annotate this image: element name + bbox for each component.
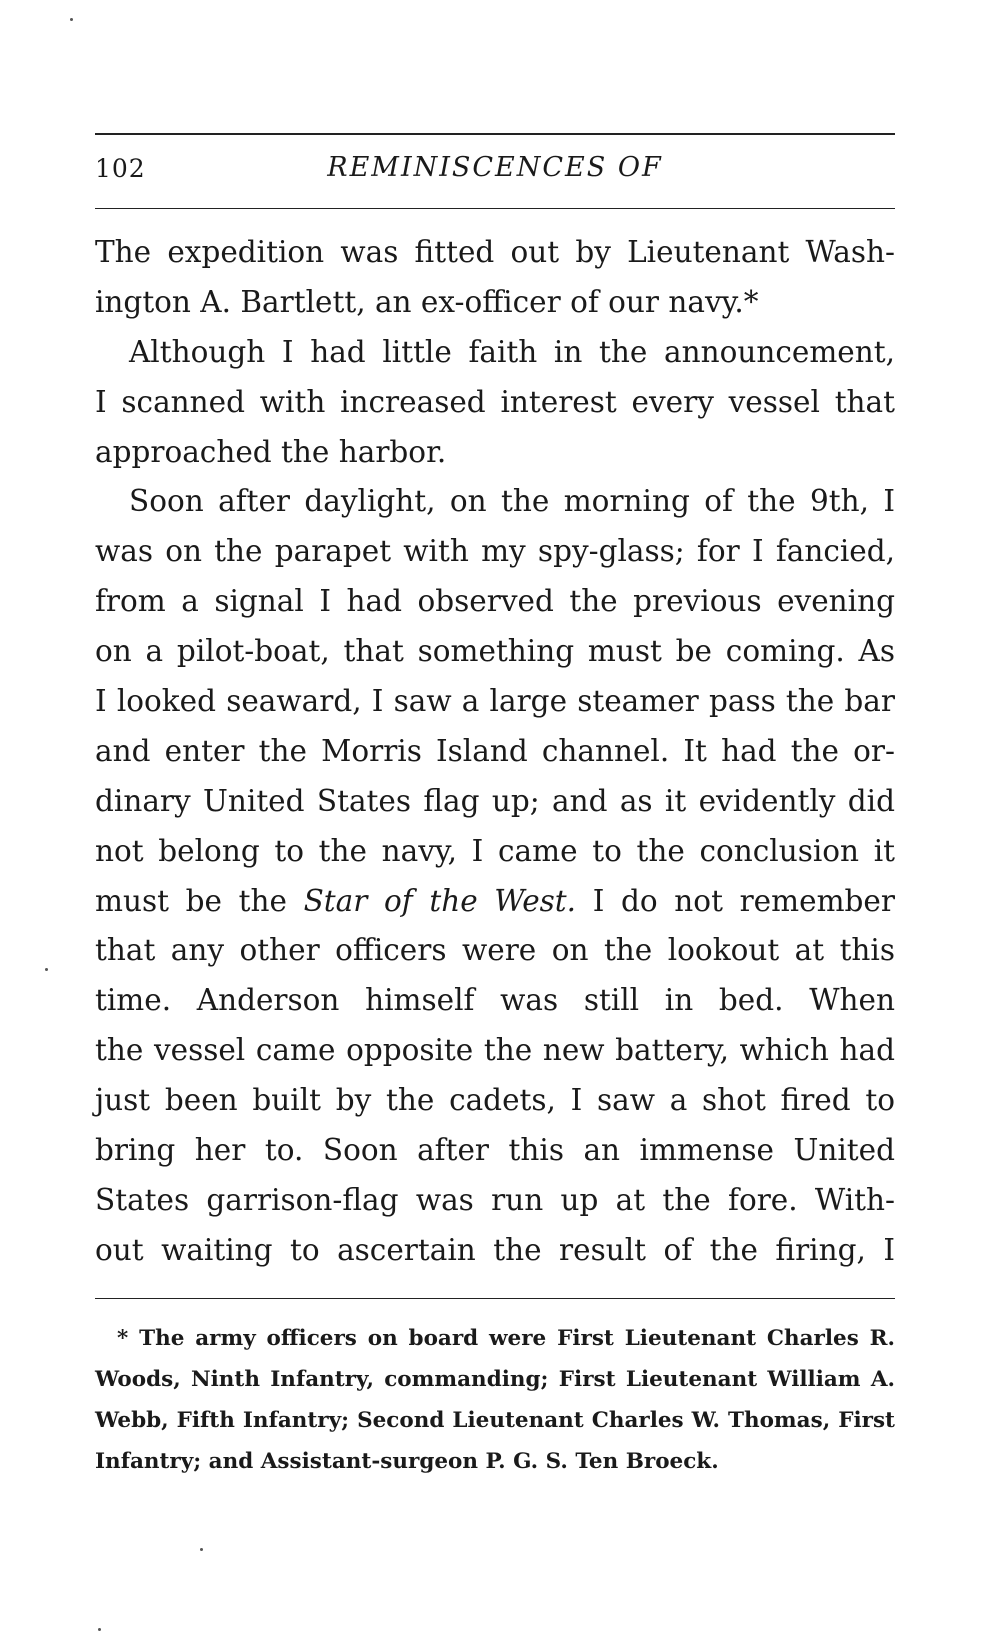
text-line: the vessel came opposite the new battery, which had — [95, 1033, 895, 1068]
paper-speck — [200, 1548, 203, 1551]
footnote-rule — [95, 1298, 895, 1299]
text-line: Soon after daylight, on the morning of the 9th, I — [129, 484, 895, 519]
text-line: The expedition was fitted out by Lieutenant Wash- — [95, 235, 895, 269]
paper-speck — [98, 1628, 101, 1631]
text-line: I looked seaward, I saw a large steamer pass the bar — [95, 684, 895, 719]
page-header — [95, 150, 895, 190]
text-segment: must be the — [95, 883, 304, 918]
text-segment: I do not remember — [576, 883, 895, 918]
text-line — [95, 877, 895, 927]
footnote — [95, 1318, 895, 1482]
text-line: dinary United States flag up; and as it evidently did — [95, 783, 895, 818]
text-line: I scanned with increased interest every vessel that — [95, 384, 895, 419]
footnote-line: Woods, Ninth Infantry, commanding; First Lieutenant William A. — [95, 1367, 895, 1392]
text-line: just been built by the cadets, I saw a shot fired to — [95, 1083, 895, 1118]
paper-speck — [70, 18, 73, 21]
page-number: 102 — [95, 154, 146, 183]
ship-name: Star of the West. — [303, 883, 577, 918]
footnote-line: * The army officers on board were First Lieutenant Charles R. — [117, 1326, 895, 1351]
header-bottom-rule — [95, 208, 895, 209]
header-top-rule — [95, 133, 895, 135]
text-line: was on the parapet with my spy-glass; for I fancied, — [95, 534, 895, 569]
footnote-line: Infantry; and Assistant-surgeon P. G. S. Ten Broeck. — [95, 1449, 719, 1474]
text-line: approached the harbor. — [95, 434, 447, 469]
text-line: out waiting to ascertain the result of the firing, I — [95, 1232, 895, 1267]
footnote-line: Webb, Fifth Infantry; Second Lieutenant Charles W. Thomas, First — [95, 1408, 895, 1433]
running-head: REMINISCENCES OF — [327, 152, 663, 183]
text-line: not belong to the navy, I came to the conclusion it — [95, 833, 895, 868]
text-line: and enter the Morris Island channel. It had the or- — [95, 733, 895, 768]
text-line: time. Anderson himself was still in bed. When — [95, 983, 895, 1018]
text-line: on a pilot-boat, that something must be coming. As — [95, 634, 895, 669]
text-line: that any other officers were on the lookout at this — [95, 933, 895, 968]
text-line: ington A. Bartlett, an ex-officer of our navy.* — [95, 284, 759, 319]
paper-speck — [45, 968, 48, 971]
body-text — [95, 228, 895, 1276]
text-line: Although I had little faith in the announcement, — [129, 334, 895, 369]
text-line: from a signal I had observed the previous evening — [95, 584, 895, 619]
text-line: bring her to. Soon after this an immense United — [95, 1133, 895, 1168]
text-line: States garrison-flag was run up at the fore. With- — [95, 1182, 895, 1217]
